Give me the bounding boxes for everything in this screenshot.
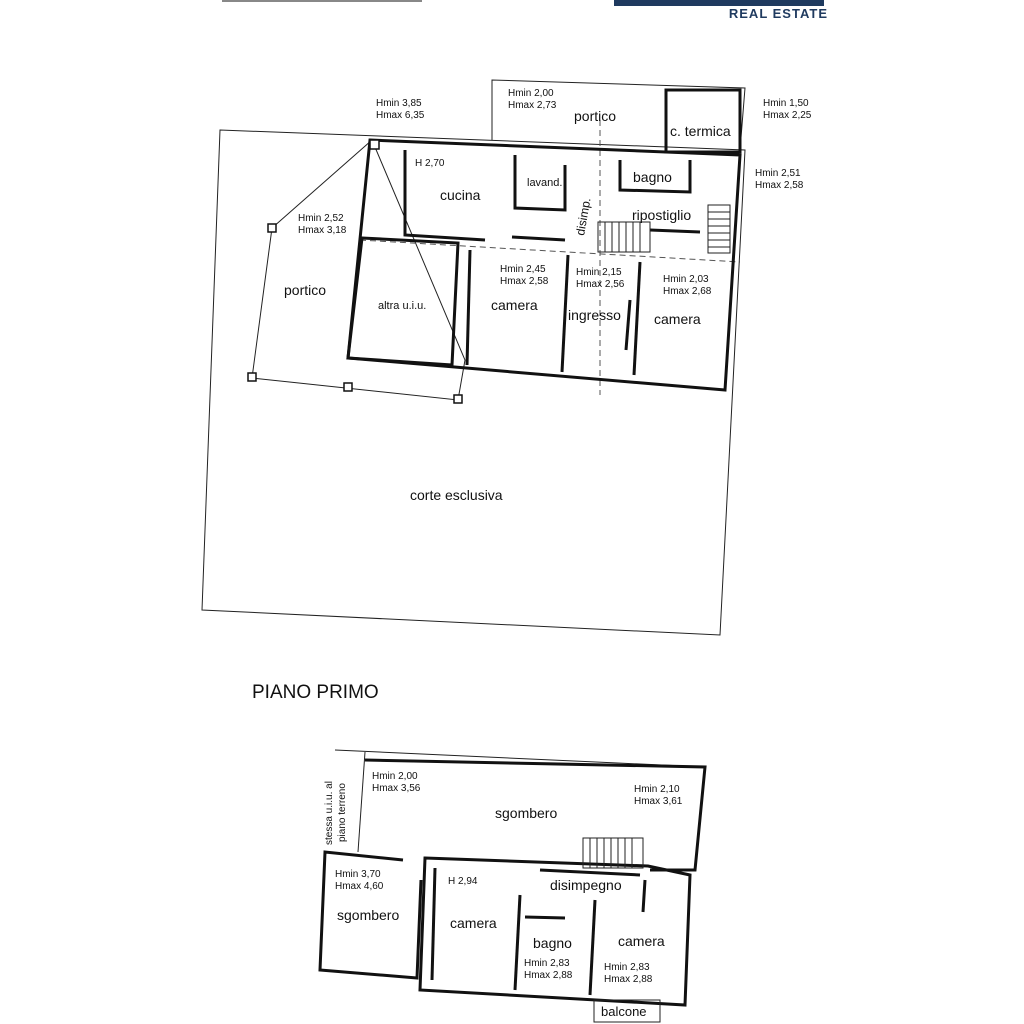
ingresso-wall [626,300,630,350]
room-bagno: bagno [633,169,672,185]
room-bagno: bagno [533,935,572,951]
room-cucina: cucina [440,187,481,203]
camera-wall [432,868,435,980]
height-label: Hmin 2,51 [755,168,801,179]
height-label: Hmin 2,83 [524,958,570,969]
height-label: Hmax 3,56 [372,783,421,794]
camera-wall [467,250,470,365]
height-label: Hmax 2,68 [663,286,712,297]
room-ripostiglio: ripostiglio [632,207,692,223]
room-disimp: disimp. [573,196,594,237]
room-camera-1: camera [491,297,538,313]
height-label: Hmin 2,03 [663,274,709,285]
pillar [370,140,379,149]
height-label: Hmax 3,18 [298,225,347,236]
height-label: Hmin 3,85 [376,98,422,109]
bagno-wall [525,917,565,918]
brand-tagline: REAL ESTATE [728,6,828,21]
height-label: Hmax 2,73 [508,100,557,111]
room-balcone: balcone [601,1004,647,1019]
room-lavand: lavand. [527,177,563,189]
height-label: Hmax 2,56 [576,279,625,290]
stairs [598,222,650,252]
pillar [454,395,462,403]
height-label: Hmin 2,83 [604,962,650,973]
height-label: Hmin 3,70 [335,869,381,880]
height-label: Hmin 2,00 [508,88,554,99]
room-altra-uiu: altra u.i.u. [378,300,427,312]
bagno-wall [590,900,595,995]
room-camera-2: camera [654,311,701,327]
stairs [708,205,730,253]
room-sgombero-left: sgombero [337,907,400,923]
room-ingresso: ingresso [568,307,621,323]
height-label: Hmin 2,52 [298,213,344,224]
pillar [344,383,352,391]
ripostiglio-wall [650,230,700,232]
camera-wall [643,880,645,912]
height-label: Hmax 3,61 [634,796,683,807]
height-label: Hmax 2,25 [763,110,812,121]
height-label: Hmax 2,58 [755,180,804,191]
partition-wall [512,237,565,240]
boundary-line [358,752,365,852]
room-disimpegno: disimpegno [550,877,622,893]
height-label: Hmax 4,60 [335,881,384,892]
disimpegno-wall [540,870,640,875]
room-sgombero-top: sgombero [495,805,558,821]
floor-title: PIANO PRIMO [252,682,379,703]
side-note: piano terreno [337,783,348,842]
height-label: Hmax 2,88 [524,970,573,981]
dashed-line [360,240,740,262]
height-label: H 2,70 [415,158,445,169]
room-camera-1: camera [450,915,497,931]
height-label: Hmax 2,88 [604,974,653,985]
height-label: Hmin 1,50 [763,98,809,109]
room-c-termica: c. termica [670,123,731,139]
room-portico-top: portico [574,108,617,124]
pillar [248,373,256,381]
room-portico-left: portico [284,282,327,298]
height-label: H 2,94 [448,876,478,887]
height-label: Hmin 2,10 [634,784,680,795]
first-floor-plan [320,750,705,1022]
height-label: Hmax 6,35 [376,110,425,121]
room-camera-2: camera [618,933,665,949]
height-label: Hmin 2,15 [576,267,622,278]
height-label: Hmax 2,58 [500,276,549,287]
height-label: Hmin 2,00 [372,771,418,782]
c-termica-walls [666,90,740,152]
corte-boundary [202,130,745,635]
bagno-wall [515,895,520,990]
room-corte-esclusiva: corte esclusiva [410,487,503,503]
camera-wall [634,262,640,375]
pillar [268,224,276,232]
ground-floor-plan [202,80,812,635]
side-note: stessa u.i.u. al [324,781,335,845]
height-label: Hmin 2,45 [500,264,546,275]
